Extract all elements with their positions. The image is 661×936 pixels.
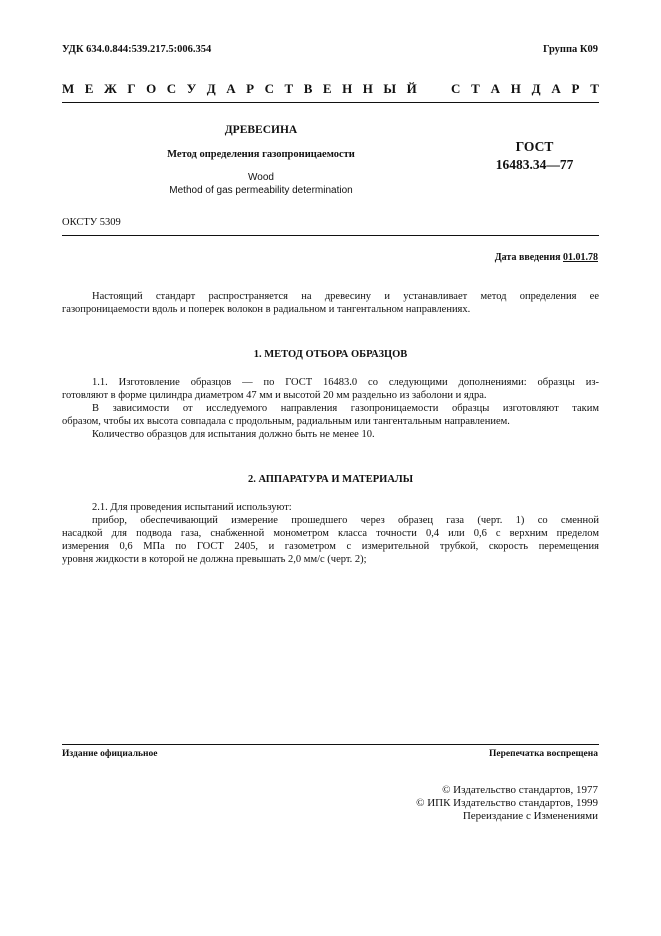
- banner-letter: В: [303, 81, 313, 96]
- banner-letter: Г: [127, 81, 136, 96]
- intro-paragraph: [62, 290, 599, 316]
- banner-letter: С: [264, 81, 274, 96]
- effective-date-value: 01.01.78: [563, 252, 598, 263]
- gost-number: 16483.34—77: [495, 157, 574, 172]
- banner-letter: У: [186, 81, 197, 96]
- header-rule: [62, 235, 599, 236]
- paragraph-line: уровня жидкости в которой не должна превышать 2,0 мм/с (черт. 2);: [62, 554, 367, 565]
- banner-letter: Е: [84, 81, 94, 96]
- okstu-code: ОКСТУ 5309: [62, 217, 121, 228]
- paragraph-line: В зависимости от исследуемого направления газопроницаемости образцы изготовляют таким: [92, 403, 599, 414]
- banner-word-interstate: [62, 81, 417, 97]
- copyright-1999: © ИПК Издательство стандартов, 1999: [416, 797, 598, 809]
- banner-word-standard: [451, 81, 599, 97]
- reissue-note: Переиздание с Изменениями: [462, 810, 598, 822]
- banner-letter: Ы: [383, 81, 397, 96]
- banner-letter: А: [551, 81, 561, 96]
- paragraph-line: прибор, обеспечивающий измерение прошедшего через образец газа (черт. 1) со сменной: [92, 515, 599, 526]
- banner-letter: А: [226, 81, 236, 96]
- paragraph-line: насадкой для подвода газа, снабженной монометром класса точности 0,4 или 0,6 с верхним пределом: [62, 528, 599, 539]
- banner-letter: Ж: [103, 81, 117, 96]
- paragraph-line: образом, чтобы их высота совпадала с продольным, радиальным или тангентальным направлением.: [62, 416, 510, 427]
- banner-letter: Т: [284, 81, 294, 96]
- banner-letter: Е: [322, 81, 332, 96]
- reprint-notice: Перепечатка воспрещена: [488, 749, 598, 759]
- gost-designation: [470, 138, 599, 174]
- footer-rule: [62, 744, 599, 745]
- intro-line: Настоящий стандарт распространяется на древесину и устанавливает метод определения ее: [92, 291, 599, 302]
- banner-rule: [62, 102, 599, 103]
- banner-letter: Н: [362, 81, 373, 96]
- official-edition: Издание официальное: [62, 749, 158, 759]
- section-1-heading: 1. МЕТОД ОТБОРА ОБРАЗЦОВ: [253, 349, 408, 360]
- paragraph-line: 2.1. Для проведения испытаний используют:: [92, 502, 292, 513]
- document-title: ДРЕВЕСИНА: [224, 124, 298, 136]
- section-2-heading: 2. АППАРАТУРА И МАТЕРИАЛЫ: [247, 474, 414, 485]
- banner-letter: А: [490, 81, 500, 96]
- banner-letter: Т: [471, 81, 480, 96]
- banner-letter: Д: [206, 81, 216, 96]
- copyright-1977: © Издательство стандартов, 1977: [442, 784, 598, 796]
- banner-letter: Й: [406, 81, 417, 96]
- paragraph-line: измерения 0,6 МПа по ГОСТ 2405, и газометром с измерительной трубкой, скорость перемещения: [62, 541, 599, 552]
- banner-letter: Н: [510, 81, 521, 96]
- banner-letter: Р: [246, 81, 255, 96]
- banner-letter: О: [146, 81, 157, 96]
- banner-letter: М: [62, 81, 75, 96]
- effective-date: [495, 252, 598, 263]
- banner-letter: Д: [531, 81, 541, 96]
- standard-banner: [62, 81, 599, 97]
- document-title-en: Wood: [248, 172, 274, 183]
- banner-letter: С: [166, 81, 177, 96]
- banner-letter: Н: [342, 81, 353, 96]
- paragraph-line: 1.1. Изготовление образцов — по ГОСТ 16483.0 со следующими дополнениями: образцы из-: [92, 377, 599, 388]
- gost-label: ГОСТ: [515, 139, 554, 154]
- group-code: Группа К09: [542, 44, 598, 55]
- banner-letter: С: [451, 81, 461, 96]
- banner-letter: Р: [571, 81, 580, 96]
- banner-letter: Т: [590, 81, 599, 96]
- document-subtitle: Метод определения газопроницаемости: [167, 149, 355, 160]
- paragraph-line: готовляют в форме цилиндра диаметром 47 мм и высотой 20 мм раздельно из заболони и ядра.: [62, 390, 487, 401]
- document-subtitle-en: Method of gas permeability determination: [169, 185, 353, 196]
- section-1-body: [62, 376, 599, 441]
- udc-code: УДК 634.0.844:539.217.5:006.354: [62, 44, 212, 55]
- paragraph-line: Количество образцов для испытания должно быть не менее 10.: [92, 429, 375, 440]
- effective-date-label: Дата введения: [494, 252, 561, 263]
- section-2-body: [62, 501, 599, 566]
- intro-line: газопроницаемости вдоль и поперек волокон в радиальном и тангентальном направлениях.: [62, 304, 471, 315]
